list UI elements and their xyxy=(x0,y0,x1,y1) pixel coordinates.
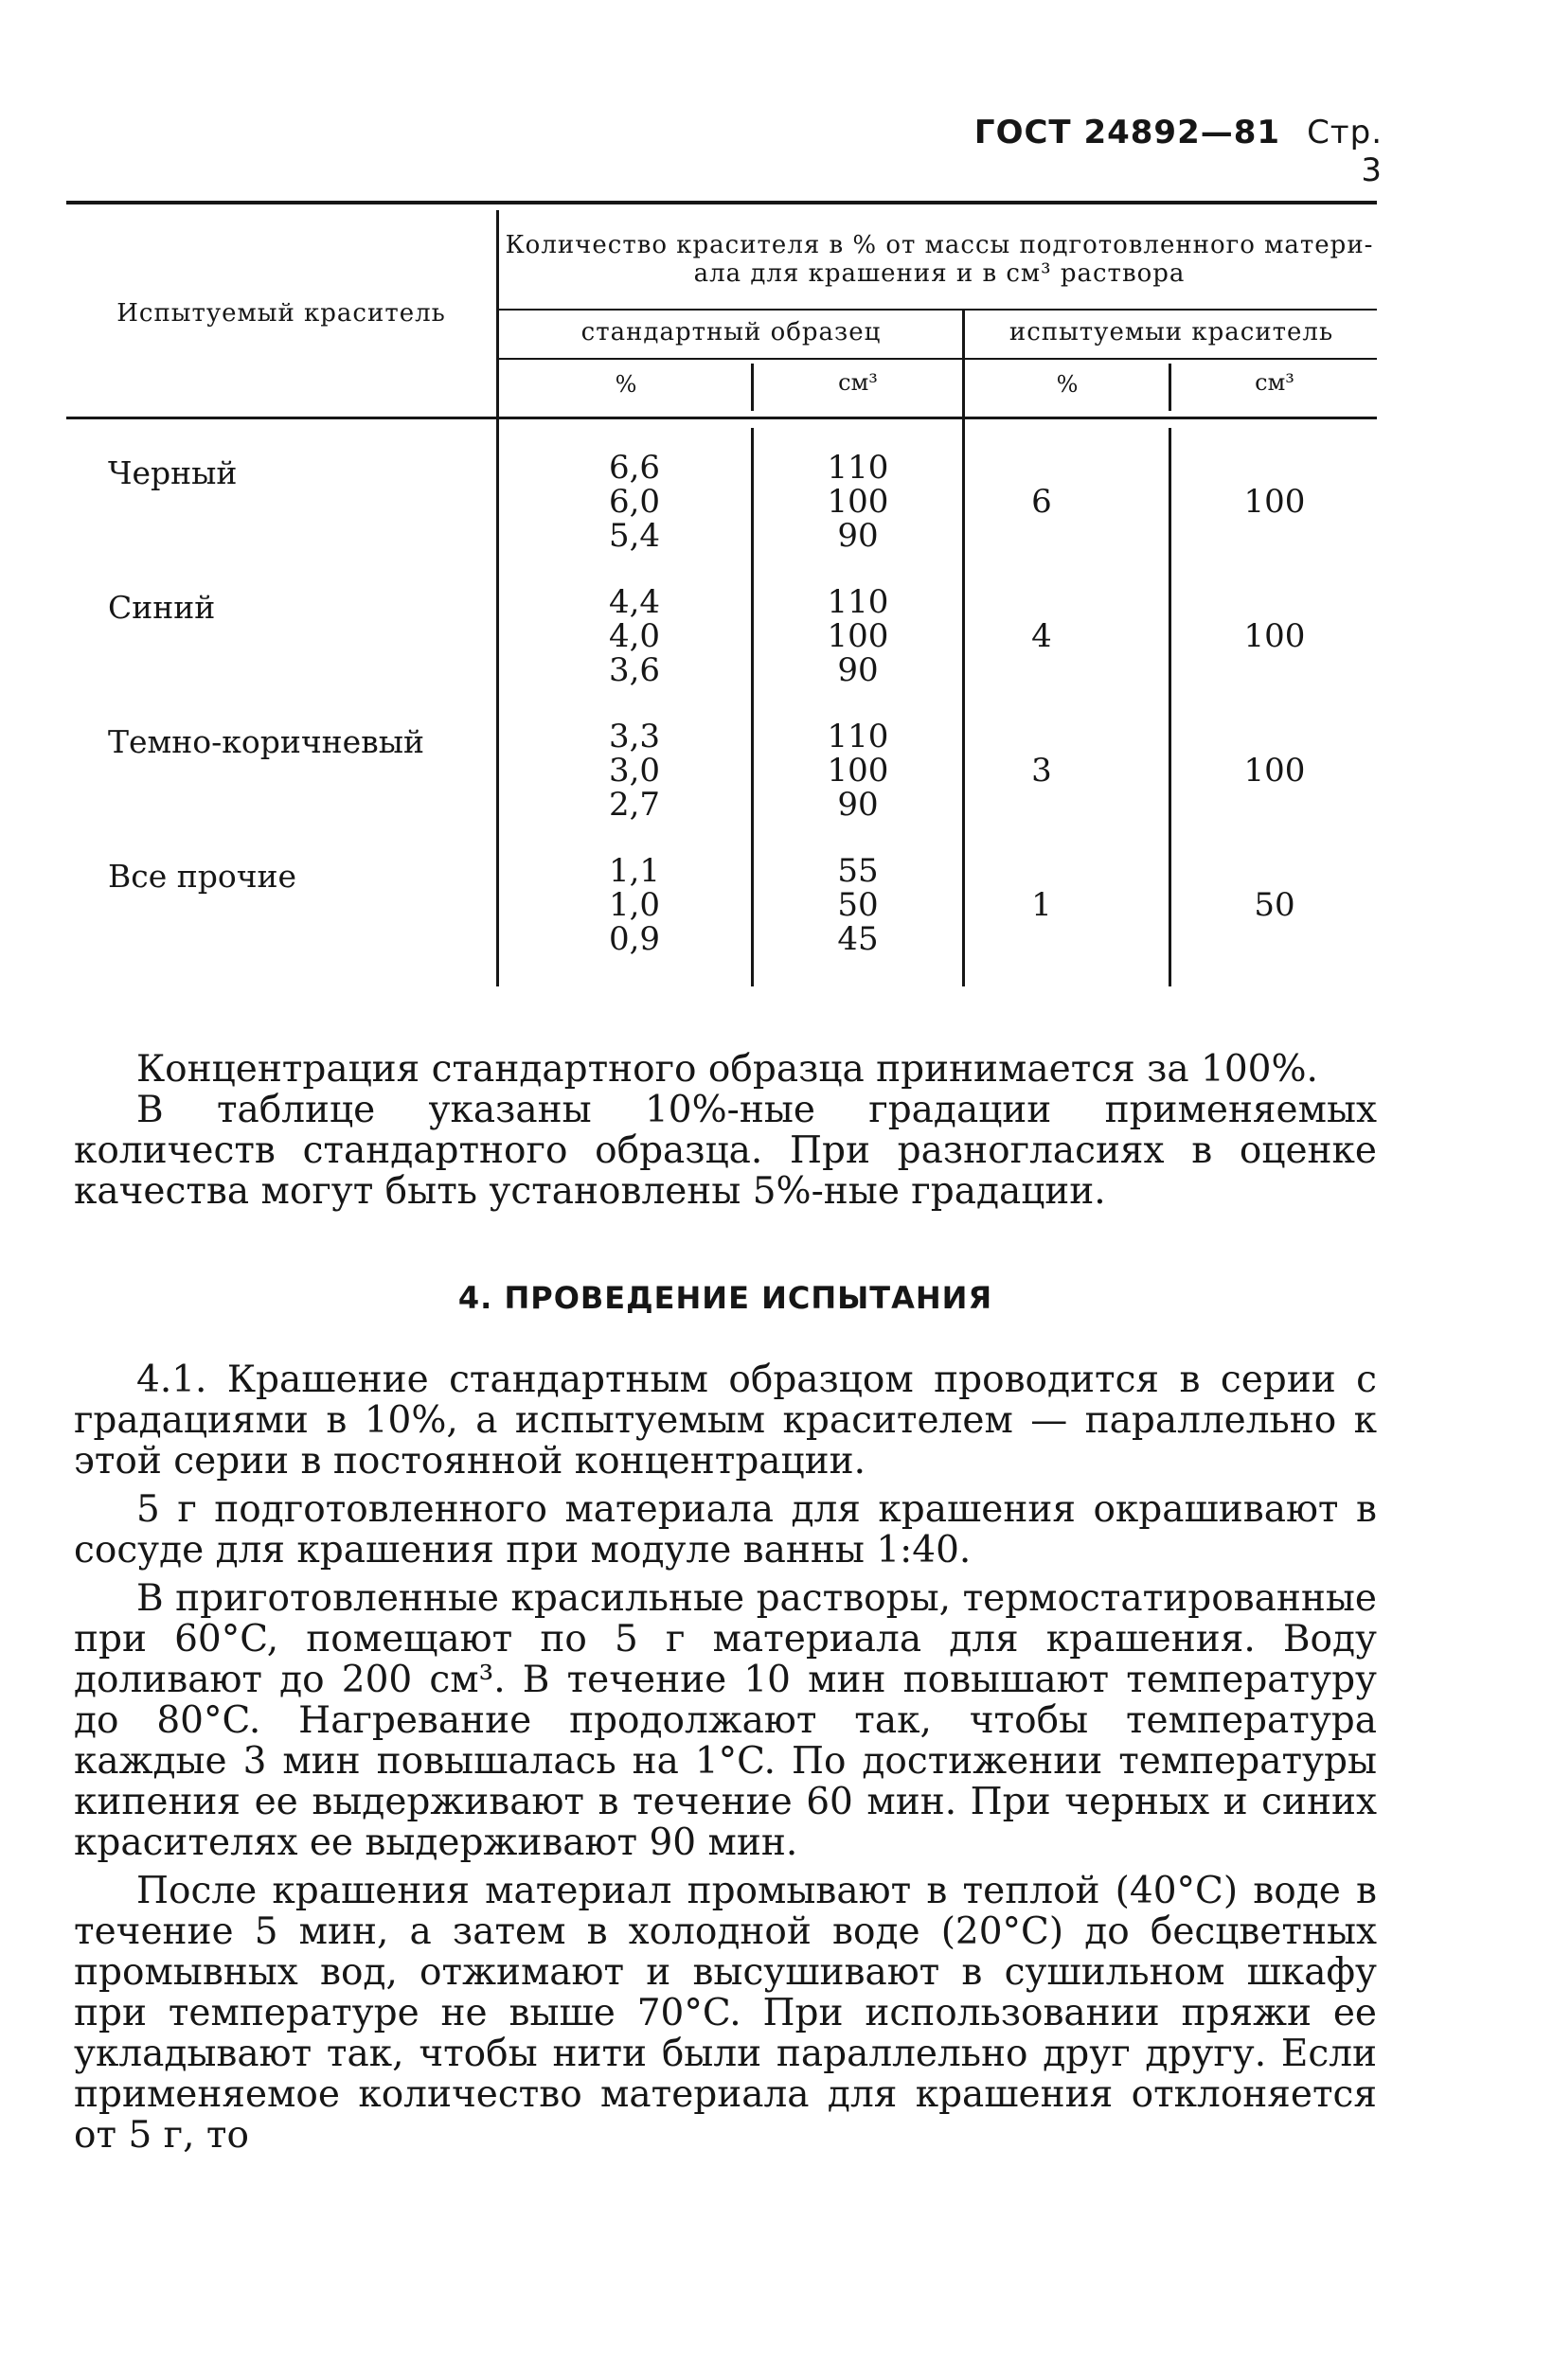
test-percent-value: 3 xyxy=(1031,752,1052,790)
header-std-percent: % xyxy=(615,371,637,398)
header-std-cm3: см³ xyxy=(838,369,878,396)
standard-number: ГОСТ 24892—81 xyxy=(973,114,1281,151)
page-number: Стр. 3 xyxy=(1307,114,1383,189)
std-percent-values: 3,3 3,0 2,7 xyxy=(608,718,661,824)
header-tested-dye: испытуемыи краситель xyxy=(1009,318,1334,346)
table-row-name: Синий xyxy=(108,589,216,626)
table-vrule-1 xyxy=(496,210,499,986)
test-percent-value: 1 xyxy=(1031,886,1052,924)
header-test-percent: % xyxy=(1056,371,1079,398)
table-rule-unit xyxy=(498,358,1377,360)
table-top-rule xyxy=(66,201,1377,204)
running-header xyxy=(947,114,1383,189)
table-row-name: Темно-коричневый xyxy=(108,723,425,760)
paragraph: Концентрация стандартного образца принимается за 100%. xyxy=(136,1048,1318,1091)
test-percent-value: 6 xyxy=(1031,483,1052,521)
test-cm3-value: 50 xyxy=(1254,886,1295,924)
table-vrule-4 xyxy=(1169,364,1171,411)
table-vrule-4b xyxy=(1169,428,1171,986)
table-row-name: Черный xyxy=(108,454,238,491)
header-test-cm3: см³ xyxy=(1255,369,1294,396)
header-amount: Количество красителя в % от массы подготовленного матери- ала для крашения и в см³ раствора xyxy=(505,231,1374,288)
std-percent-values: 6,6 6,0 5,4 xyxy=(608,449,661,555)
section-heading: 4. ПРОВЕДЕНИЕ ИСПЫТАНИЯ xyxy=(457,1280,993,1316)
paragraph: 5 г подготовленного материала для крашения окрашивают в сосуде для крашения при модуле ванны 1:40. xyxy=(74,1488,1377,1572)
paragraph: В приготовленные красильные растворы, термостатированные при 60°C, помещают по 5 г материала для крашения. Воду доливают до 200 см³. В течение 10 мин повышают температуру до 80°C. Нагревание продолжают так, чтобы температура каждые 3 мин повышалась на 1°C. По достижении температуры кипения ее выдерживают в течение 60 мин. При черных и синих красителях ее выдерживают 90 мин. xyxy=(74,1577,1377,1864)
header-standard-sample: стандартный образец xyxy=(580,318,882,346)
paragraph: В таблице указаны 10%-ные градации применяемых количеств стандартного образца. При разногласиях в оценке качества могут быть установлены 5%-ные градации. xyxy=(74,1089,1377,1213)
notes-block xyxy=(74,1049,1377,1212)
header-dye: Испытуемый краситель xyxy=(116,299,446,328)
test-cm3-value: 100 xyxy=(1243,617,1306,655)
dye-amount-table xyxy=(66,201,1377,986)
std-percent-values: 1,1 1,0 0,9 xyxy=(608,852,661,958)
std-cm3-values: 110 100 90 xyxy=(827,449,889,555)
test-cm3-value: 100 xyxy=(1243,483,1306,521)
test-percent-value: 4 xyxy=(1031,617,1052,655)
std-cm3-values: 55 50 45 xyxy=(837,852,879,958)
table-rule-sub xyxy=(498,309,1377,311)
table-row-name: Все прочие xyxy=(108,858,297,895)
std-cm3-values: 110 100 90 xyxy=(827,718,889,824)
paragraph: После крашения материал промывают в теплой (40°C) воде в течение 5 мин, а затем в холодной воде (20°C) до бесцветных промывных вод, отжимают и высушивают в сушильном шкафу при температуре не выше 70°C. При использовании пряжи ее укладывают так, чтобы нити были параллельно друг другу. Если применяемое количество материала для крашения отклоняется от 5 г, то xyxy=(74,1870,1377,2157)
table-header-bottom-rule xyxy=(66,417,1377,419)
test-cm3-value: 100 xyxy=(1243,752,1306,790)
paragraph: 4.1. Крашение стандартным образцом проводится в серии с градациями в 10%, а испытуемым красителем — параллельно к этой серии в постоянной концентрации. xyxy=(74,1359,1377,1483)
std-percent-values: 4,4 4,0 3,6 xyxy=(608,583,661,689)
section-body xyxy=(74,1359,1377,2156)
table-vrule-3 xyxy=(962,311,965,986)
std-cm3-values: 110 100 90 xyxy=(827,583,889,689)
